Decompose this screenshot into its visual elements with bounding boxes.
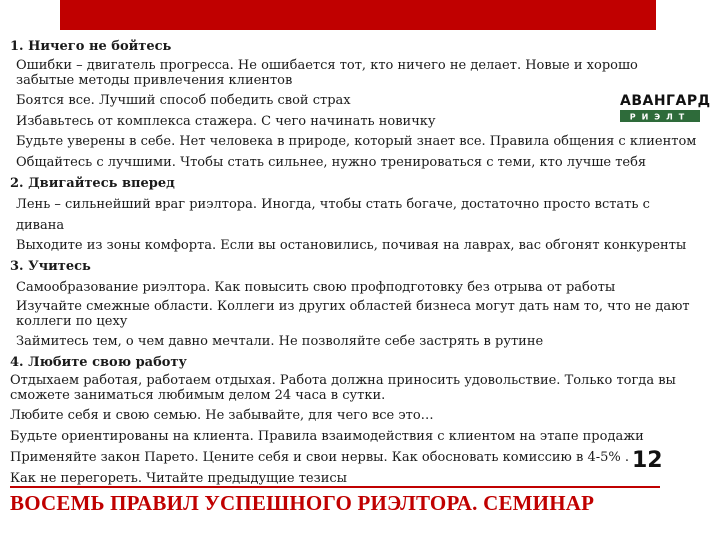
thesis-item: Любите себя и свою семью. Не забывайте, для чего все это…: [10, 408, 434, 424]
thesis-item: Как не перегореть. Читайте предыдущие тезисы: [10, 470, 347, 486]
section-heading-3: 3. Учитесь: [10, 259, 91, 275]
thesis-item: Будьте уверены в себе. Нет человека в природе, который знает все. Правила общения с клиентом: [16, 134, 697, 150]
thesis-item: Лень – сильнейший враг риэлтора. Иногда, чтобы стать богаче, достаточно просто встать с дивана: [16, 196, 650, 233]
thesis-item: Изучайте смежные области. Коллеги из других областей бизнеса могут дать нам то, что не дают коллеги по цеху: [16, 298, 690, 329]
thesis-item: Отдыхаем работая, работаем отдыхая. Работа должна приносить удовольствие. Только тогда вы сможете заниматься любимым делом 24 часа в сутки.: [10, 373, 676, 404]
page-number: 12: [632, 448, 663, 473]
thesis-item: Боятся все. Лучший способ победить свой страх: [16, 92, 351, 108]
thesis-item: Ошибки – двигатель прогресса. Не ошибается тот, кто ничего не делает. Новые и хорошо забытые методы привлечения клиентов: [16, 57, 638, 88]
section-heading-2: 2. Двигайтесь вперед: [10, 175, 175, 191]
thesis-item: Займитесь тем, о чем давно мечтали. Не позволяйте себе застрять в рутине: [16, 333, 544, 349]
top-red-bar: [60, 0, 656, 30]
thesis-item: Самообразование риэлтора. Как повысить свою профподготовку без отрыва от работы: [16, 279, 616, 295]
thesis-item: Избавьтесь от комплекса стажера. С чего начинать новичку: [16, 113, 436, 129]
logo-wordmark: АВАНГАРД: [620, 93, 711, 109]
section-heading-1: 1. Ничего не бойтесь: [10, 39, 172, 54]
theses-list: [10, 37, 711, 490]
thesis-item: Применяйте закон Парето. Цените себя и свои нервы. Как обосновать комиссию в 4-5% .: [10, 449, 629, 465]
section-heading-4: 4. Любите свою работу: [10, 354, 187, 370]
logo-subtext: РИЭЛТ: [629, 112, 691, 122]
thesis-item: Выходите из зоны комфорта. Если вы остановились, почивая на лаврах, вас обгонят конкуренты: [16, 238, 687, 254]
thesis-item: Общайтесь с лучшими. Чтобы стать сильнее, нужно тренироваться с теми, кто лучше тебя: [16, 155, 647, 171]
thesis-item: Будьте ориентированы на клиента. Правила взаимодействия с клиентом на этапе продажи: [10, 429, 644, 445]
title-divider: [10, 486, 660, 488]
slide-title: ВОСЕМЬ ПРАВИЛ УСПЕШНОГО РИЭЛТОРА. СЕМИНАР: [10, 491, 595, 515]
